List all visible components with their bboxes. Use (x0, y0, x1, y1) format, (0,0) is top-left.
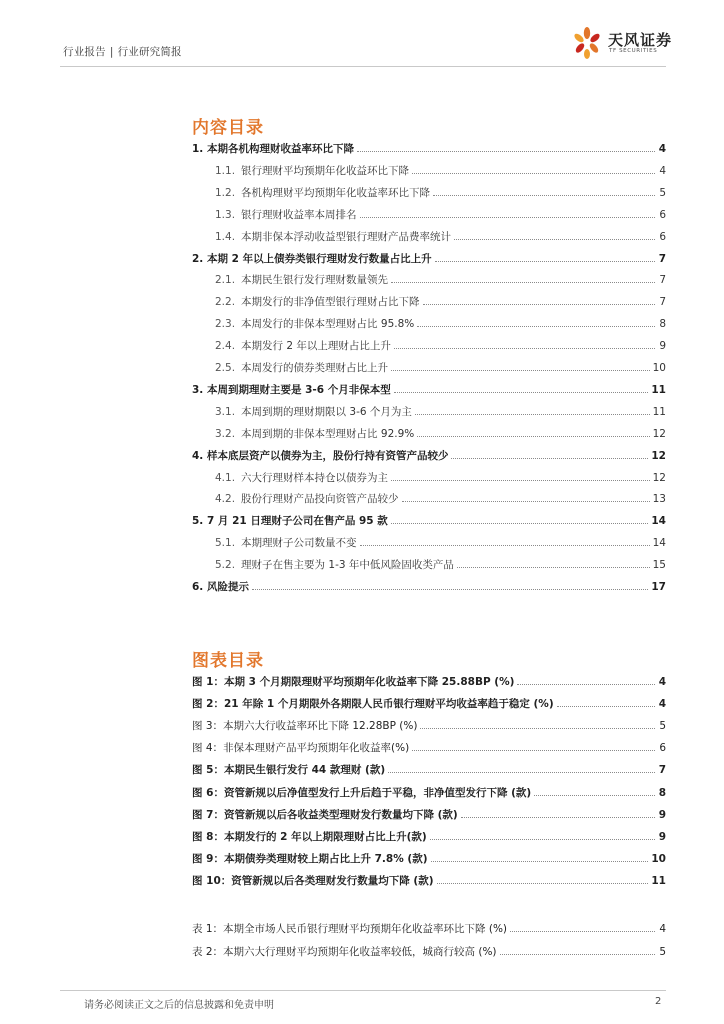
leader-dots (431, 861, 649, 862)
toc-subsection-link-page: 6 (659, 230, 666, 243)
figure-link-text: 图 5：本期民生银行发行 44 款理财 (款) (192, 764, 386, 777)
figure-link[interactable] (192, 719, 666, 733)
figure-link[interactable] (192, 874, 666, 888)
leader-dots (360, 217, 655, 218)
leader-dots (391, 370, 650, 371)
leader-dots (388, 772, 655, 773)
leader-dots (461, 817, 655, 818)
figure-link-page: 4 (658, 676, 666, 688)
toc-subsection-link-page: 9 (659, 340, 666, 353)
leader-dots (402, 501, 650, 502)
leader-dots (510, 931, 655, 932)
toc-subsection-link[interactable] (215, 164, 666, 178)
figure-link-text: 图 7：资管新规以后各收益类型理财发行数量均下降 (款) (192, 808, 458, 821)
toc-subsection-link-text: 银行理财收益率本周排名 (241, 208, 357, 221)
toc-section-link-page: 4 (658, 143, 666, 155)
leader-dots (417, 436, 649, 437)
figure-link[interactable] (192, 697, 666, 711)
toc-subsection-link-number: 2.5. (215, 362, 236, 374)
figure-link-page: 11 (651, 874, 666, 887)
figure-link-label (192, 852, 428, 866)
toc-subsection-link[interactable] (215, 427, 666, 441)
figure-link-label (192, 830, 427, 844)
toc-subsection-link-page: 7 (659, 296, 666, 309)
toc-subsection-link-number: 4.2. (215, 493, 236, 506)
figure-link-label (192, 763, 385, 777)
figure-link[interactable] (192, 852, 666, 866)
toc-subsection-link-text: 本期发行 2 年以上理财占比上升 (241, 340, 391, 353)
toc-section-link-text: 5. 7 月 21 日理财子公司在售产品 95 款 (192, 515, 388, 528)
toc-subsection-link-page: 5 (659, 186, 666, 199)
toc-section-link[interactable] (192, 514, 666, 528)
header-report-subtype: 行业研究简报 (117, 46, 182, 58)
toc-section-link-text: 3. 本周到期理财主要是 3-6 个月非保本型 (192, 383, 391, 396)
header-report-type: 行业报告 (63, 46, 106, 58)
toc-subsection-link-text: 股份行理财产品投向资管产品较少 (241, 493, 399, 506)
toc-subsection-link-text: 本期发行的非净值型银行理财占比下降 (241, 296, 420, 309)
toc-section-link[interactable] (192, 142, 666, 156)
figure-link-page: 6 (659, 742, 666, 755)
leader-dots (451, 458, 648, 459)
toc-subsection-link-label (215, 339, 391, 353)
toc-subsection-link[interactable] (215, 230, 666, 244)
toc-subsection-link-label (215, 492, 399, 506)
toc-subsection-link-number: 5.1. (215, 537, 236, 550)
toc-section-link-label (192, 580, 249, 594)
toc-section-link-label (192, 252, 432, 266)
toc-subsection-link-text: 银行理财平均预期年化收益环比下降 (241, 164, 410, 177)
toc-subsection-link-text: 各机构理财平均预期年化收益率环比下降 (241, 186, 431, 199)
header-divider (60, 66, 666, 67)
toc-section-link-text: 1. 本期各机构理财收益率环比下降 (192, 143, 354, 155)
toc-subsection-link[interactable] (215, 405, 666, 419)
leader-dots (433, 195, 655, 196)
figure-link-label (192, 675, 514, 689)
figure-link-page: 8 (658, 786, 666, 799)
toc-section-link-label (192, 449, 448, 463)
toc-subsection-link-text: 本周发行的债券类理财占比上升 (241, 362, 389, 374)
leader-dots (430, 839, 655, 840)
figure-link-label (192, 719, 417, 733)
leader-dots (500, 954, 655, 955)
toc-subsection-link-label (215, 361, 388, 375)
toc-subsection-link-text: 本期理财子公司数量不变 (241, 537, 357, 550)
toc-subsection-link-number: 3.2. (215, 427, 236, 440)
toc-subsection-link-number: 1.2. (215, 186, 236, 199)
toc-subsection-link-label (215, 295, 420, 309)
footer-disclaimer: 请务必阅读正文之后的信息披露和免责申明 (84, 1000, 274, 1011)
table-link-page: 4 (659, 923, 666, 935)
table-link-label (192, 922, 507, 936)
toc-subsection-link-text: 本期民生银行发行理财数量领先 (241, 274, 389, 287)
figure-link[interactable] (192, 675, 666, 689)
toc-subsection-link-page: 12 (652, 471, 666, 484)
toc-subsection-link-text: 本周到期的非保本型理财占比 92.9% (241, 427, 415, 440)
leader-dots (391, 480, 650, 481)
figure-link-text: 图 3：本期六大行收益率环比下降 12.28BP (%) (192, 720, 418, 733)
toc-subsection-link-label (215, 230, 451, 244)
toc-section-link-page: 7 (658, 252, 666, 265)
toc-section-link-label (192, 514, 388, 528)
leader-dots (420, 728, 655, 729)
figure-link[interactable] (192, 830, 666, 844)
toc-section-link[interactable] (192, 449, 666, 463)
leader-dots (394, 348, 655, 349)
figure-link-page: 7 (658, 764, 666, 777)
toc-subsection-link-page: 7 (659, 274, 666, 287)
toc-section-link[interactable] (192, 580, 666, 594)
figure-link-text: 图 6：资管新规以后净值型发行上升后趋于平稳，非净值型发行下降 (款) (192, 786, 532, 799)
figure-link-label (192, 741, 409, 755)
leader-dots (360, 545, 650, 546)
leader-dots (435, 261, 655, 262)
figure-link-text: 图 2：21 年除 1 个月期限外各期限人民币银行理财平均收益率趋于稳定 (%) (192, 698, 554, 711)
leader-dots (394, 392, 649, 393)
toc-section-link-page: 17 (651, 581, 666, 593)
toc-subsection-link-page: 13 (652, 493, 666, 506)
toc-subsection-link-number: 2.3. (215, 318, 236, 331)
logo-mark-icon (572, 26, 602, 60)
toc-subsection-link[interactable] (215, 558, 666, 572)
figure-link[interactable] (192, 763, 666, 777)
leader-dots (437, 883, 649, 884)
footer-divider (60, 990, 666, 991)
toc-subsection-link-page: 15 (652, 559, 666, 572)
toc-subsection-link-text: 理财子在售主要为 1-3 年中低风险固收类产品 (241, 559, 454, 572)
figure-link[interactable] (192, 786, 666, 800)
leader-dots (457, 567, 650, 568)
toc-subsection-link[interactable] (215, 186, 666, 200)
toc-subsection-link-page: 4 (659, 164, 666, 177)
figures-title: 图表目录 (192, 651, 264, 671)
toc-subsection-link-number: 1.3. (215, 208, 236, 221)
toc-subsection-link-label (215, 536, 357, 550)
toc-subsection-link[interactable] (215, 339, 666, 353)
toc-subsection-link-text: 本期非保本浮动收益型银行理财产品费率统计 (241, 230, 452, 243)
logo-text-en: TF SECURITIES (609, 48, 658, 54)
figure-link[interactable] (192, 741, 666, 755)
toc-subsection-link[interactable] (215, 492, 666, 506)
leader-dots (391, 282, 655, 283)
toc-section-link-page: 14 (651, 515, 666, 528)
leader-dots (534, 795, 655, 796)
toc-section-link[interactable] (192, 252, 666, 266)
toc-section-link-text: 2. 本期 2 年以上债券类银行理财发行数量占比上升 (192, 252, 432, 265)
toc-subsection-link[interactable] (215, 361, 666, 375)
header-category (63, 44, 182, 59)
company-logo (572, 26, 672, 62)
figure-link-page: 9 (658, 808, 666, 821)
toc-subsection-link-text: 六大行理财样本持仓以债券为主 (241, 471, 389, 484)
toc-subsection-link-number: 1.1. (215, 164, 236, 177)
toc-subsection-link-label (215, 427, 414, 441)
figure-link-text: 图 4：非保本理财产品平均预期年化收益率(%) (192, 742, 410, 755)
figure-link-label (192, 808, 458, 822)
leader-dots (412, 173, 655, 174)
toc-section-link-page: 11 (651, 383, 666, 396)
figure-link-label (192, 697, 554, 711)
table-link[interactable] (192, 922, 666, 936)
toc-subsection-link-text: 本周发行的非保本型理财占比 95.8% (241, 318, 415, 331)
figure-link-page: 5 (659, 720, 666, 733)
toc-subsection-link-number: 1.4. (215, 230, 236, 243)
toc-subsection-link[interactable] (215, 471, 666, 485)
toc-subsection-link-label (215, 208, 357, 222)
page-header (0, 0, 724, 70)
toc-title: 内容目录 (192, 118, 264, 138)
toc-subsection-link-text: 本周到期的理财期限以 3-6 个月为主 (241, 405, 412, 418)
figure-link-text: 图 9：本期债券类理财较上期占比上升 7.8% (款) (192, 852, 428, 865)
leader-dots (454, 239, 655, 240)
toc-section-link-text: 4. 样本底层资产以债券为主，股份行持有资管产品较少 (192, 449, 449, 462)
toc-subsection-link[interactable] (215, 317, 666, 331)
leader-dots (417, 326, 655, 327)
figure-link-page: 4 (658, 698, 666, 711)
figure-link-text: 图 1：本期 3 个月期限理财平均预期年化收益率下降 25.88BP (%) (192, 676, 515, 688)
toc-subsection-link-page: 11 (652, 405, 666, 418)
table-link-text: 表 1：本期全市场人民币银行理财平均预期年化收益率环比下降 (%) (192, 923, 508, 935)
toc-subsection-link-page: 8 (659, 318, 666, 331)
logo-text-cn: 天风证券 (608, 31, 673, 49)
toc-subsection-link[interactable] (215, 208, 666, 222)
toc-section-link-text: 6. 风险提示 (192, 581, 249, 593)
table-link-page: 5 (659, 946, 666, 958)
leader-dots (412, 750, 655, 751)
figure-link-page: 10 (651, 852, 666, 865)
toc-subsection-link-page: 10 (652, 362, 666, 374)
toc-subsection-link[interactable] (215, 273, 666, 287)
toc-subsection-link-number: 5.2. (215, 559, 236, 572)
toc-subsection-link-page: 14 (652, 537, 666, 550)
toc-section-link-label (192, 142, 354, 156)
toc-subsection-link-label (215, 186, 430, 200)
toc-subsection-link-number: 2.2. (215, 296, 236, 309)
toc-subsection-link-number: 2.1. (215, 274, 236, 287)
toc-subsection-link-label (215, 558, 454, 572)
leader-dots (391, 523, 649, 524)
leader-dots (252, 589, 648, 590)
leader-dots (415, 414, 650, 415)
table-link-label (192, 945, 497, 959)
figure-link-text: 图 8：本期发行的 2 年以上期限理财占比上升(款) (192, 830, 427, 843)
leader-dots (557, 706, 655, 707)
toc-subsection-link-page: 12 (652, 427, 666, 440)
figure-link-page: 9 (658, 830, 666, 843)
toc-subsection-link-label (215, 317, 414, 331)
toc-subsection-link-label (215, 471, 388, 485)
toc-section-link-label (192, 383, 391, 397)
leader-dots (517, 684, 655, 685)
figure-link-label (192, 786, 531, 800)
toc-section-link-page: 12 (651, 449, 666, 462)
toc-section-link[interactable] (192, 383, 666, 397)
table-link-text: 表 2：本期六大行理财平均预期年化收益率较低，城商行较高 (%) (192, 946, 497, 958)
toc-subsection-link-number: 4.1. (215, 471, 236, 484)
toc-subsection-link-label (215, 273, 388, 287)
toc-subsection-link-page: 6 (659, 208, 666, 221)
leader-dots (423, 304, 655, 305)
toc-subsection-link-label (215, 405, 412, 419)
figure-link[interactable] (192, 808, 666, 822)
header-separator: | (109, 46, 114, 58)
toc-subsection-link[interactable] (215, 536, 666, 550)
page-number: 2 (655, 996, 662, 1007)
toc-subsection-link-number: 3.1. (215, 405, 236, 418)
toc-subsection-link-number: 2.4. (215, 340, 236, 353)
table-link[interactable] (192, 945, 666, 959)
toc-subsection-link-label (215, 164, 409, 178)
toc-subsection-link[interactable] (215, 295, 666, 309)
figure-link-label (192, 874, 434, 888)
figure-link-text: 图 10：资管新规以后各类理财发行数量均下降 (款) (192, 874, 434, 887)
leader-dots (357, 151, 655, 152)
